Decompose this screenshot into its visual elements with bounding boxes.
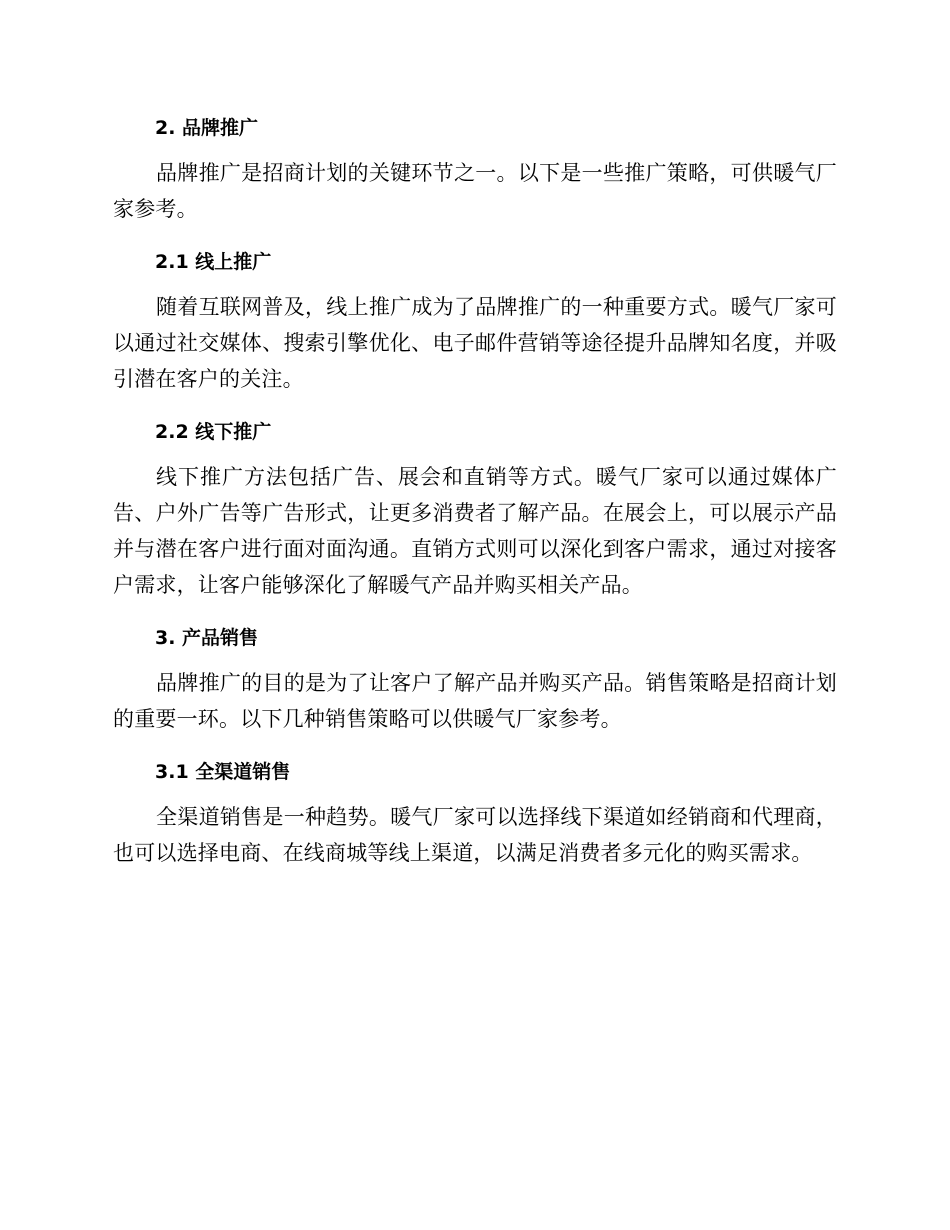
section-heading-online-promotion: 2.1 线上推广 xyxy=(155,251,272,273)
section-heading-offline-promotion: 2.2 线下推广 xyxy=(155,421,272,443)
section-heading-brand-promotion: 2. 品牌推广 xyxy=(155,117,259,139)
section-body-product-sales: 品牌推广的目的是为了让客户了解产品并购买产品。销售策略是招商计划的重要一环。以下几种销售策略可以供暖气厂家参考。 xyxy=(113,671,837,731)
section-body-offline-promotion: 线下推广方法包括广告、展会和直销等方式。暖气厂家可以通过媒体广告、户外广告等广告形式，让更多消费者了解产品。在展会上，可以展示产品并与潜在客户进行面对面沟通。直销方式则可以深化到客户需求，通过对接客户需求，让客户能够深化了解暖气产品并购买相关产品。 xyxy=(113,465,837,597)
section-heading-product-sales: 3. 产品销售 xyxy=(155,627,259,649)
section-body-omnichannel-sales: 全渠道销售是一种趋势。暖气厂家可以选择线下渠道如经销商和代理商，也可以选择电商、在线商城等线上渠道，以满足消费者多元化的购买需求。 xyxy=(113,805,837,865)
section-body-brand-promotion: 品牌推广是招商计划的关键环节之一。以下是一些推广策略，可供暖气厂家参考。 xyxy=(113,161,837,221)
section-body-online-promotion: 随着互联网普及，线上推广成为了品牌推广的一种重要方式。暖气厂家可以通过社交媒体、搜索引擎优化、电子邮件营销等途径提升品牌知名度，并吸引潜在客户的关注。 xyxy=(113,295,837,391)
section-heading-omnichannel-sales: 3.1 全渠道销售 xyxy=(155,761,291,783)
document-content xyxy=(113,110,837,888)
